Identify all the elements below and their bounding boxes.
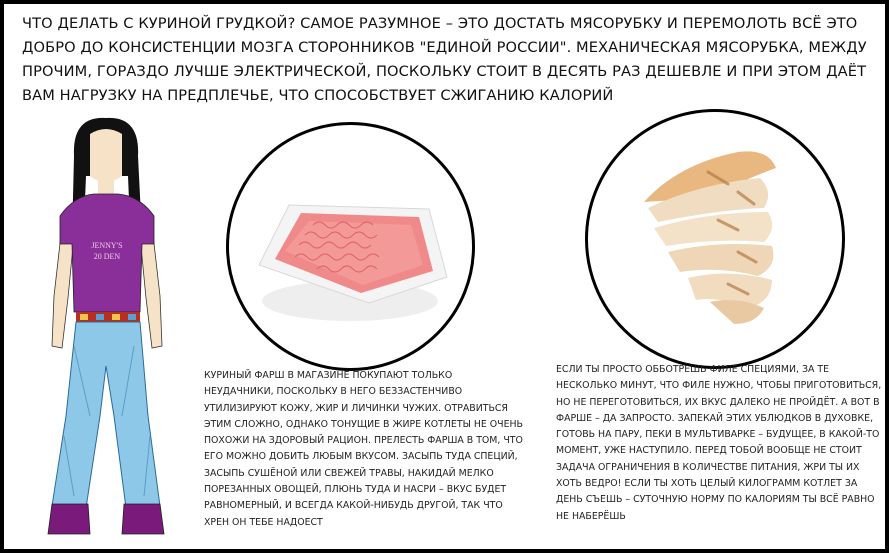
- caption-minced-meat: КУРИНЫЙ ФАРШ В МАГАЗИНЕ ПОКУПАЮТ ТОЛЬКО НЕУДАЧНИКИ, ПОСКОЛЬКУ В НЕГО БЕЗЗАСТЕНЧИВО УТИЛИЗИРУЮТ КОЖУ, ЖИР И ЛИЧИНКИ ЧУЖИХ. ОТРАВИТЬСЯ ЭТИМ СЛОЖНО, ОДНАКО ТОНУЩИЕ В ЖИРЕ КОТЛЕТЫ НЕ ОЧЕНЬ ПОХОЖИ НА ЗДОРОВЫЙ РАЦИОН. ПРЕЛЕСТЬ ФАРША В ТОМ, ЧТО ЕГО МОЖНО ДОБИТЬ ЛЮБЫМ ВКУСОМ. ЗАСЫПЬ ТУДА СПЕЦИЙ, ЗАСЫПЬ СУШЁНОЙ ИЛИ СВЕЖЕЙ ТРАВЫ, НАКИДАЙ МЕЛКО ПОРЕЗАННЫХ ОВОЩЕЙ, ПЛЮНЬ ТУДА И НАСРИ – ВКУС БУДЕТ РАВНОМЕРНЫЙ, И ВСЕГДА КАКОЙ-НИБУДЬ ДРУГОЙ, ТАК ЧТО ХРЕН ОН ТЕБЕ НАДОЕСТ: [204, 370, 523, 528]
- chicken-fillet-circle: [585, 109, 845, 369]
- neck: [98, 178, 114, 196]
- chicken-slices: [644, 151, 776, 324]
- caption-chicken-fillet: ЕСЛИ ТЫ ПРОСТО ОББОТРЁШЬ ФИЛЕ СПЕЦИЯМИ, ЗА ТЕ НЕСКОЛЬКО МИНУТ, ЧТО ФИЛЕ НУЖНО, ЧТОБЫ ПРИГОТОВИТЬСЯ, НО НЕ ПЕРЕГОТОВИТЬСЯ, ИХ ВКУС ДАЛЕКО НЕ ПРОЙДЁТ. А ВОТ В ФАРШЕ – ДА ЗАПРОСТО. ЗАПЕКАЙ ЭТИХ УБЛЮДКОВ В ДУХОВКЕ, ГОТОВЬ НА ПАРУ, ПЕКИ В МУЛЬТИВАРКЕ – БУДУЩЕЕ, В КАКОЙ-ТО МОМЕНТ, УЖЕ НАСТУПИЛО. ПЕРЕД ТОБОЙ ВООБЩЕ НЕ СТОИТ ЗАДАЧА ОГРАНИЧЕНИЯ В КОЛИЧЕСТВЕ ПИТАНИЯ, ЖРИ ТЫ ИХ ХОТЬ ВЕДРО! ЕСЛИ ТЫ ХОТЬ ЦЕЛЫЙ КИЛОГРАММ КОТЛЕТ ЗА ДЕНЬ СЪЕШЬ – СУТОЧНУЮ НОРМУ ПО КАЛОРИЯМ ТЫ ВСЁ РАВНО НЕ НАБЕРЁШЬ: [556, 364, 882, 522]
- headline-text: ЧТО ДЕЛАТЬ С КУРИНОЙ ГРУДКОЙ? САМОЕ РАЗУМНОЕ – ЭТО ДОСТАТЬ МЯСОРУБКУ И ПЕРЕМОЛОТЬ ВСЁ ЭТО ДОБРО ДО КОНСИСТЕНЦИИ МОЗГА СТОРОННИКОВ "ЕДИНОЙ РОССИИ". МЕХАНИЧЕСКАЯ МЯСОРУБКА, МЕЖДУ ПРОЧИМ, ГОРАЗДО ЛУЧШЕ ЭЛЕКТРИЧЕСКОЙ, ПОСКОЛЬКУ СТОИТ В ДЕСЯТЬ РАЗ ДЕШЕВЛЕ И ПРИ ЭТОМ ДАЁТ ВАМ НАГРУЗКУ НА ПРЕДПЛЕЧЬЕ, ЧТО СПОСОБСТВУЕТ СЖИГАНИЮ КАЛОРИЙ: [22, 15, 867, 104]
- face: [90, 129, 122, 182]
- shirt-text-2: 20 DEN: [93, 252, 121, 261]
- comic-panel: [4, 4, 885, 549]
- left-boot: [48, 504, 90, 534]
- minced-meat-circle: [226, 122, 475, 371]
- shirt-text-1: JENNY'S: [91, 241, 123, 250]
- right-boot: [122, 504, 164, 534]
- jeans: [52, 322, 160, 508]
- character-illustration: [34, 116, 184, 549]
